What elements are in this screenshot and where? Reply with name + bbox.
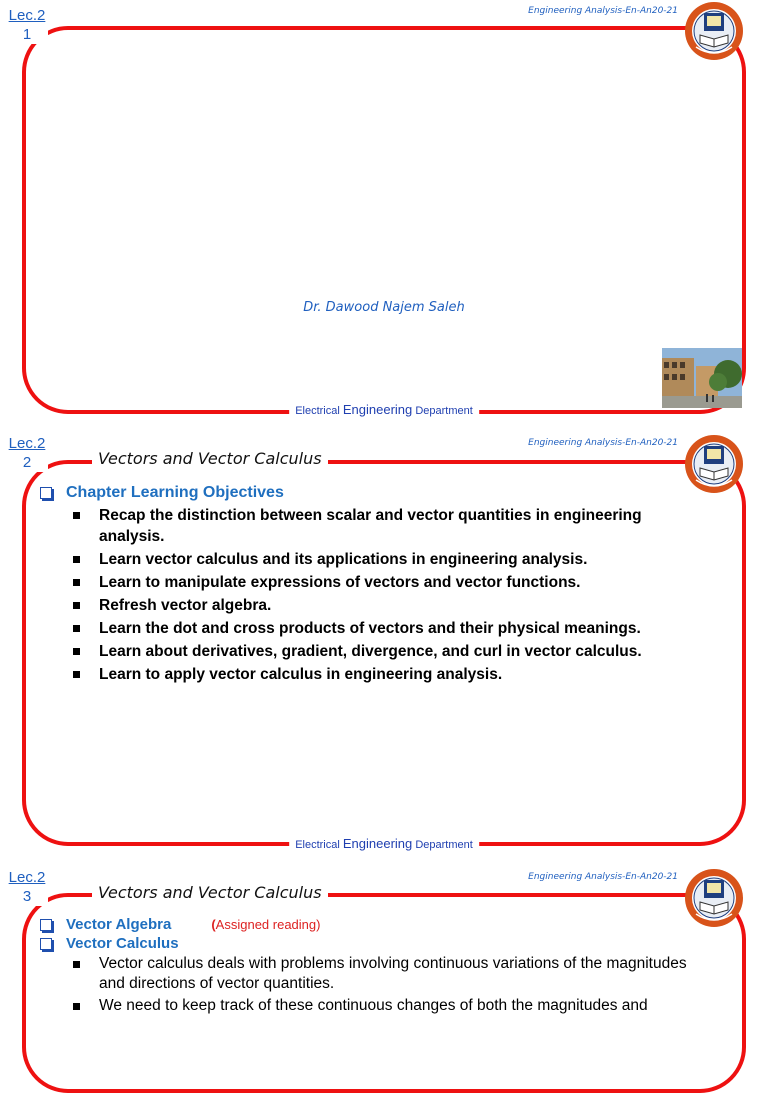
list-item: Learn about derivatives, gradient, divergence, and curl in vector calculus. — [40, 641, 688, 662]
presenter-name: Dr. Dawood Najem Saleh — [303, 300, 465, 315]
checkbox-bullet-icon — [40, 938, 52, 950]
lecture-label[interactable]: Lec.2 — [8, 435, 46, 452]
footer-word-1: Electrical — [295, 405, 340, 417]
footer-word-3: Department — [415, 839, 473, 851]
slide-2 — [0, 432, 768, 852]
department-footer — [289, 402, 479, 417]
list-item: We need to keep track of these continuous changes of both the magnitudes and — [40, 996, 708, 1016]
course-code: Engineering Analysis-En-An20-21 — [528, 6, 678, 16]
footer-word-2: Engineering — [342, 836, 413, 851]
slide-title: Vectors and Vector Calculus — [92, 883, 328, 902]
list-item: Refresh vector algebra. — [40, 595, 688, 616]
university-logo — [684, 434, 744, 494]
lecture-label[interactable]: Lec.2 — [8, 7, 46, 24]
heading-text: Chapter Learning Objectives — [66, 484, 284, 501]
objectives-list — [40, 505, 688, 685]
slide-title: Vectors and Vector Calculus — [92, 449, 328, 468]
points-list — [40, 954, 708, 1016]
assigned-text: Assigned reading) — [215, 917, 321, 932]
list-item: Learn to manipulate expressions of vectors and vector functions. — [40, 572, 688, 593]
open-paren: ( — [211, 917, 216, 932]
heading-text: Vector Calculus — [66, 935, 179, 952]
section-heading — [40, 916, 708, 933]
checkbox-bullet-icon — [40, 919, 52, 931]
slide-body — [40, 916, 708, 1018]
footer-word-3: Department — [415, 405, 473, 417]
list-item: Recap the distinction between scalar and vector quantities in engineering analysis. — [40, 505, 688, 547]
lecture-badge[interactable] — [6, 868, 48, 906]
objectives-section — [40, 484, 688, 687]
page-number: 1 — [22, 26, 32, 43]
page-number: 2 — [22, 454, 32, 471]
lecture-badge[interactable] — [6, 434, 48, 472]
list-item: Vector calculus deals with problems involving continuous variations of the magnitudes and directions of vector quantities. — [40, 954, 708, 994]
footer-word-2: Engineering — [342, 402, 413, 417]
lecture-badge[interactable] — [6, 6, 48, 44]
heading-text: Vector Algebra — [66, 916, 172, 933]
slide-frame — [22, 26, 746, 414]
course-code: Engineering Analysis-En-An20-21 — [528, 438, 678, 448]
campus-photo — [662, 348, 742, 408]
department-footer — [289, 836, 479, 851]
slide-3 — [0, 866, 768, 1024]
list-item: Learn the dot and cross products of vectors and their physical meanings. — [40, 618, 688, 639]
page-number: 3 — [22, 888, 32, 905]
lecture-label[interactable]: Lec.2 — [8, 869, 46, 886]
objectives-heading — [40, 484, 688, 502]
university-logo — [684, 1, 744, 61]
list-item: Learn vector calculus and its applications in engineering analysis. — [40, 549, 688, 570]
assigned-reading-note — [211, 917, 320, 932]
checkbox-bullet-icon — [40, 487, 52, 499]
slide-1 — [0, 0, 768, 420]
list-item: Learn to apply vector calculus in engineering analysis. — [40, 664, 688, 685]
section-heading — [40, 935, 708, 952]
course-code: Engineering Analysis-En-An20-21 — [528, 872, 678, 882]
footer-word-1: Electrical — [295, 839, 340, 851]
